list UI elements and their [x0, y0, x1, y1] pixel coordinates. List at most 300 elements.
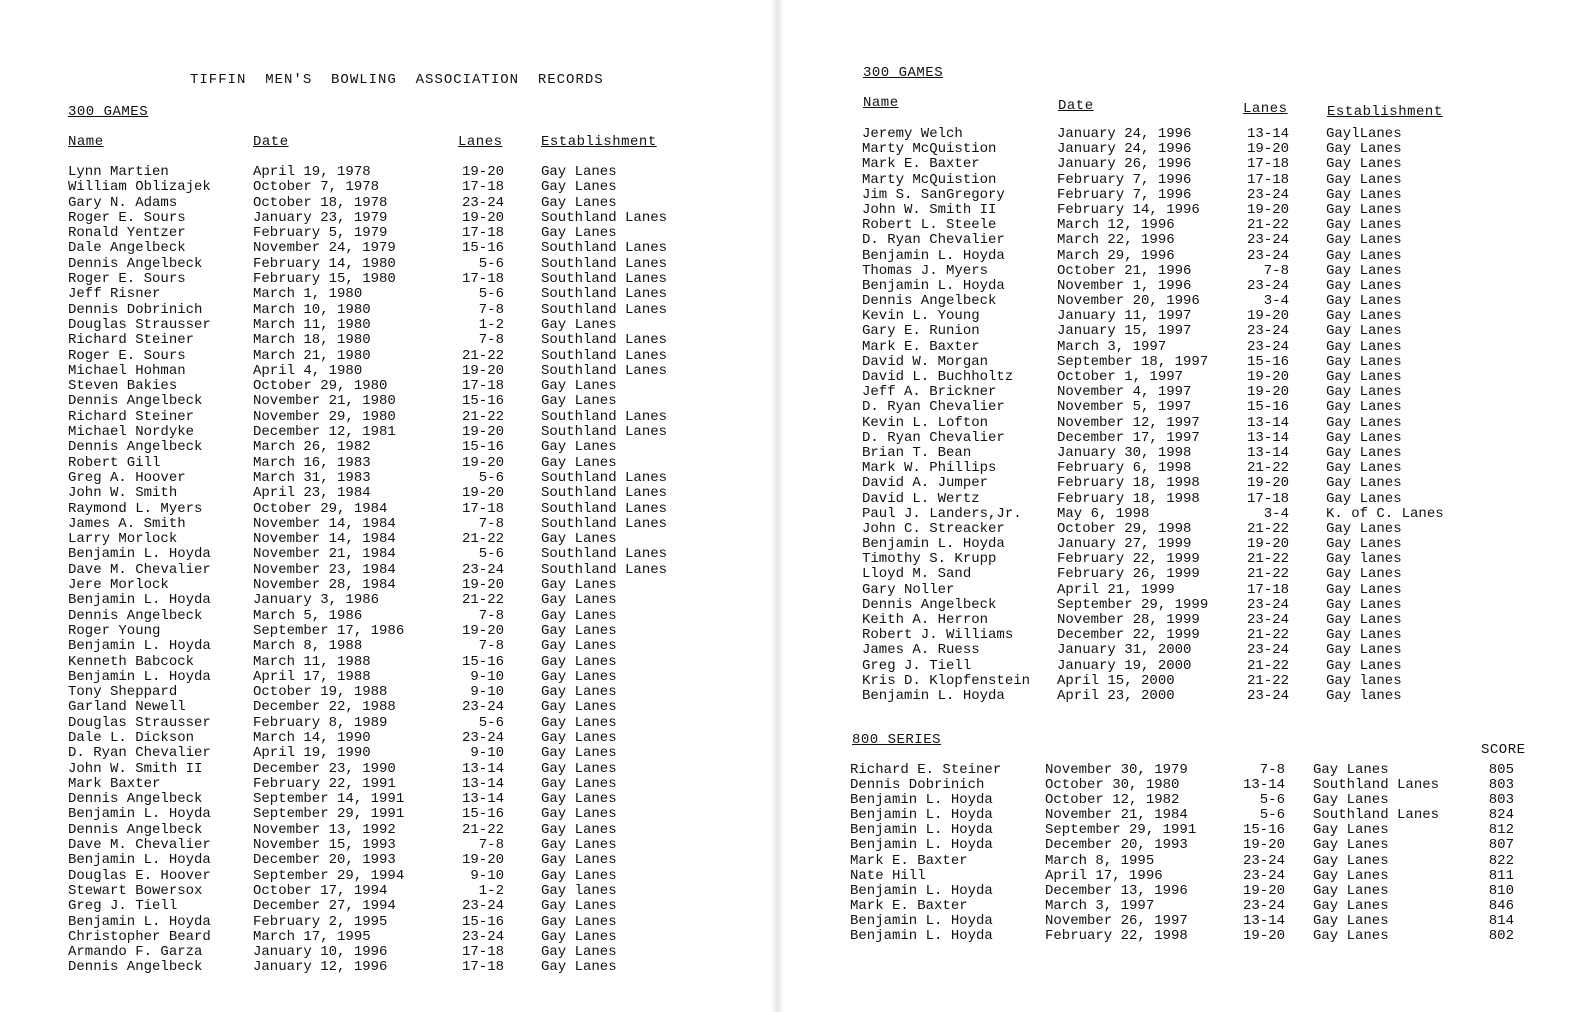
cell-lanes: 23-24	[1246, 232, 1289, 249]
cell-establishment: Gay Lanes	[541, 164, 617, 180]
cell-lanes: 13-14	[461, 775, 504, 792]
cell-lanes: 19-20	[461, 362, 504, 379]
cell-score: 805	[1488, 762, 1514, 778]
table-row	[0, 410, 770, 425]
cell-name: Dennis Angelbeck	[68, 393, 203, 410]
table-row	[0, 930, 770, 945]
cell-score: 814	[1488, 912, 1514, 929]
table-row	[0, 869, 770, 884]
cell-date: February 14, 1996	[1057, 201, 1200, 218]
cell-name: Jeff Risner	[68, 286, 161, 303]
table-row	[0, 471, 770, 486]
cell-establishment: Southland Lanes	[541, 286, 668, 303]
cell-date: September 17, 1986	[253, 622, 405, 639]
cell-lanes: 19-20	[1242, 882, 1285, 899]
table-row	[0, 425, 770, 440]
table-row	[784, 400, 1590, 415]
table-row	[0, 823, 770, 838]
table-row	[784, 884, 1590, 899]
cell-lanes: 17-18	[461, 378, 504, 395]
cell-lanes: 23-24	[1246, 338, 1289, 355]
cell-date: April 21, 1999	[1057, 581, 1175, 598]
cell-establishment: Gay Lanes	[1326, 338, 1402, 355]
cell-name: Stewart Bowersox	[68, 882, 203, 899]
cell-name: Benjamin L. Hoyda	[850, 928, 993, 945]
table-row	[0, 241, 770, 256]
cell-establishment: Gay Lanes	[1313, 897, 1389, 914]
cell-date: February 5, 1979	[253, 225, 388, 242]
cell-name: Gary Noller	[862, 581, 955, 598]
cell-establishment: Gay Lanes	[1326, 429, 1402, 446]
cell-lanes: 7-8	[478, 332, 504, 349]
cell-establishment: Gay Lanes	[1326, 627, 1402, 644]
cell-lanes: 17-18	[1246, 581, 1289, 598]
cell-establishment: Gay Lanes	[541, 959, 617, 976]
cell-name: Kris D. Klopfenstein	[862, 672, 1031, 689]
cell-establishment: Gay Lanes	[541, 653, 617, 670]
table-row	[0, 915, 770, 930]
cell-establishment: Gay Lanes	[541, 393, 617, 410]
cell-date: March 22, 1996	[1057, 232, 1175, 249]
cell-lanes: 7-8	[1263, 262, 1289, 279]
cell-name: Thomas J. Myers	[862, 262, 989, 279]
table-row	[0, 257, 770, 272]
table-row	[784, 385, 1590, 400]
table-row	[0, 318, 770, 333]
table-row	[0, 593, 770, 608]
cell-lanes: 21-22	[1246, 566, 1289, 583]
cell-lanes: 7-8	[478, 301, 504, 318]
table-row	[0, 394, 770, 409]
cell-establishment: Gay Lanes	[541, 454, 617, 471]
table-row	[0, 960, 770, 975]
cell-date: November 14, 1984	[253, 515, 396, 532]
cell-establishment: Southland Lanes	[541, 362, 668, 379]
cell-lanes: 17-18	[461, 959, 504, 976]
table-row	[784, 507, 1590, 522]
cell-date: November 13, 1992	[253, 821, 396, 838]
cell-name: Dave M. Chevalier	[68, 561, 211, 578]
table-row	[0, 532, 770, 547]
cell-name: Richard Steiner	[68, 408, 195, 425]
table-row	[0, 777, 770, 792]
cell-lanes: 23-24	[461, 194, 504, 211]
cell-date: November 14, 1984	[253, 531, 396, 548]
cell-establishment: Gay Lanes	[1313, 837, 1389, 854]
table-row	[0, 792, 770, 807]
cell-lanes: 5-6	[478, 286, 504, 303]
cell-date: February 7, 1996	[1057, 171, 1192, 188]
col-date-header-right: Date	[1058, 98, 1094, 114]
table-row	[784, 522, 1590, 537]
cell-date: February 18, 1998	[1057, 475, 1200, 492]
cell-lanes: 13-14	[1242, 912, 1285, 929]
cell-date: March 11, 1988	[253, 653, 371, 670]
cell-date: March 10, 1980	[253, 301, 371, 318]
table-row	[0, 456, 770, 471]
table-row	[784, 218, 1590, 233]
cell-name: Roger E. Sours	[68, 209, 186, 226]
cell-date: September 29, 1991	[253, 806, 405, 823]
cell-name: Douglas Strausser	[68, 316, 211, 333]
cell-establishment: Gay Lanes	[541, 378, 617, 395]
table-row	[0, 303, 770, 318]
cell-establishment: Gay Lanes	[541, 225, 617, 242]
cell-name: Mark W. Phillips	[862, 460, 997, 477]
table-row	[784, 914, 1590, 929]
cell-score: 803	[1488, 792, 1514, 809]
cell-name: John C. Streacker	[862, 520, 1005, 537]
cell-date: February 6, 1998	[1057, 460, 1192, 477]
series-table	[784, 763, 1590, 944]
cell-name: Benjamin L. Hoyda	[850, 882, 993, 899]
cell-name: Richard Steiner	[68, 332, 195, 349]
cell-lanes: 5-6	[478, 255, 504, 272]
col-establishment-header: Establishment	[541, 134, 657, 150]
cell-establishment: Gay Lanes	[1326, 217, 1402, 234]
cell-date: November 15, 1993	[253, 837, 396, 854]
cell-date: November 26, 1997	[1045, 912, 1188, 929]
cell-lanes: 1-2	[478, 882, 504, 899]
cell-name: Roger Young	[68, 622, 161, 639]
table-row	[784, 142, 1590, 157]
cell-date: November 21, 1984	[1045, 807, 1188, 824]
cell-name: Mark Baxter	[68, 775, 161, 792]
table-row	[0, 609, 770, 624]
table-row	[784, 537, 1590, 552]
cell-establishment: Southland Lanes	[541, 271, 668, 288]
cell-name: Benjamin L. Hoyda	[68, 546, 211, 563]
cell-name: Dennis Angelbeck	[68, 439, 203, 456]
cell-establishment: Gay Lanes	[541, 898, 617, 915]
cell-date: November 21, 1980	[253, 393, 396, 410]
cell-date: October 18, 1978	[253, 194, 388, 211]
cell-establishment: Gay Lanes	[541, 684, 617, 701]
cell-date: February 22, 1998	[1045, 928, 1188, 945]
cell-date: January 15, 1997	[1057, 323, 1192, 340]
cell-date: March 26, 1982	[253, 439, 371, 456]
cell-score: 803	[1488, 777, 1514, 794]
cell-lanes: 21-22	[461, 531, 504, 548]
cell-lanes: 17-18	[461, 179, 504, 196]
right-page	[784, 0, 1590, 1012]
cell-name: D. Ryan Chevalier	[68, 745, 211, 762]
cell-establishment: K. of C. Lanes	[1326, 505, 1444, 522]
cell-score: 807	[1488, 837, 1514, 854]
cell-lanes: 19-20	[1246, 536, 1289, 553]
cell-establishment: Gay Lanes	[1313, 928, 1389, 945]
cell-name: Robert Gill	[68, 454, 161, 471]
table-row	[784, 461, 1590, 476]
cell-lanes: 23-24	[461, 898, 504, 915]
cell-date: September 29, 1991	[1045, 822, 1197, 839]
cell-name: Dennis Angelbeck	[862, 293, 997, 310]
cell-lanes: 15-16	[1242, 822, 1285, 839]
cell-date: April 15, 2000	[1057, 672, 1175, 689]
cell-establishment: Gay Lanes	[541, 439, 617, 456]
games-table-left	[0, 165, 770, 976]
cell-establishment: Gay Lanes	[541, 821, 617, 838]
cell-lanes: 23-24	[461, 561, 504, 578]
cell-date: April 19, 1978	[253, 164, 371, 180]
cell-lanes: 21-22	[1246, 627, 1289, 644]
table-row	[784, 793, 1590, 808]
cell-lanes: 17-18	[1246, 156, 1289, 173]
table-row	[784, 567, 1590, 582]
table-row	[0, 502, 770, 517]
cell-date: March 5, 1986	[253, 607, 363, 624]
cell-establishment: GaylLanes	[1326, 126, 1402, 142]
cell-lanes: 13-14	[461, 791, 504, 808]
cell-name: Christopher Beard	[68, 928, 211, 945]
cell-name: Gary N. Adams	[68, 194, 178, 211]
cell-name: David W. Morgan	[862, 353, 989, 370]
table-row	[0, 716, 770, 731]
cell-establishment: Southland Lanes	[541, 347, 668, 364]
cell-date: October 19, 1988	[253, 684, 388, 701]
table-row	[784, 838, 1590, 853]
cell-establishment: Gay Lanes	[541, 928, 617, 945]
cell-date: February 8, 1989	[253, 714, 388, 731]
cell-name: Armando F. Garza	[68, 944, 203, 961]
cell-lanes: 19-20	[461, 622, 504, 639]
cell-lanes: 23-24	[461, 729, 504, 746]
cell-lanes: 17-18	[461, 225, 504, 242]
cell-establishment: Gay lanes	[1326, 551, 1402, 568]
cell-lanes: 23-24	[1246, 596, 1289, 613]
cell-establishment: Southland Lanes	[541, 500, 668, 517]
cell-date: November 20, 1996	[1057, 293, 1200, 310]
cell-establishment: Gay Lanes	[1326, 399, 1402, 416]
table-row	[0, 349, 770, 364]
cell-lanes: 23-24	[1246, 277, 1289, 294]
cell-date: January 31, 2000	[1057, 642, 1192, 659]
cell-lanes: 15-16	[1246, 353, 1289, 370]
cell-establishment: Gay Lanes	[541, 316, 617, 333]
cell-lanes: 17-18	[461, 271, 504, 288]
cell-date: March 31, 1983	[253, 469, 371, 486]
cell-establishment: Southland Lanes	[1313, 807, 1440, 824]
cell-name: Kevin L. Lofton	[862, 414, 989, 431]
cell-score: 811	[1488, 867, 1514, 884]
cell-name: Steven Bakies	[68, 378, 178, 395]
cell-name: Ronald Yentzer	[68, 225, 186, 242]
cell-date: March 29, 1996	[1057, 247, 1175, 264]
cell-name: William Oblizajek	[68, 179, 211, 196]
cell-establishment: Gay Lanes	[541, 729, 617, 746]
cell-name: Robert L. Steele	[862, 217, 997, 234]
cell-lanes: 23-24	[1246, 687, 1289, 704]
table-row	[784, 763, 1590, 778]
table-row	[784, 416, 1590, 431]
table-row	[0, 486, 770, 501]
cell-establishment: Gay Lanes	[1326, 444, 1402, 461]
table-row	[0, 379, 770, 394]
cell-establishment: Gay Lanes	[541, 179, 617, 196]
table-row	[784, 279, 1590, 294]
cell-lanes: 5-6	[478, 546, 504, 563]
cell-date: March 16, 1983	[253, 454, 371, 471]
cell-lanes: 19-20	[461, 209, 504, 226]
cell-name: David L. Wertz	[862, 490, 980, 507]
cell-name: James A. Ruess	[862, 642, 980, 659]
cell-score: 846	[1488, 897, 1514, 914]
cell-score: 812	[1488, 822, 1514, 839]
cell-establishment: Gay lanes	[541, 882, 617, 899]
cell-lanes: 7-8	[478, 837, 504, 854]
table-row	[784, 929, 1590, 944]
cell-lanes: 7-8	[478, 515, 504, 532]
cell-name: Douglas Strausser	[68, 714, 211, 731]
col-score-header: SCORE	[1481, 742, 1526, 758]
cell-name: Kenneth Babcock	[68, 653, 195, 670]
cell-date: November 30, 1979	[1045, 762, 1188, 778]
cell-date: January 24, 1996	[1057, 126, 1192, 142]
cell-establishment: Gay Lanes	[541, 760, 617, 777]
table-row	[784, 598, 1590, 613]
cell-establishment: Gay Lanes	[1326, 232, 1402, 249]
table-row	[784, 899, 1590, 914]
cell-establishment: Gay Lanes	[1313, 882, 1389, 899]
cell-name: Mark E. Baxter	[862, 156, 980, 173]
games-heading-right: 300 GAMES	[863, 65, 944, 81]
table-row	[784, 583, 1590, 598]
cell-name: Robert J. Williams	[862, 627, 1014, 644]
cell-establishment: Gay Lanes	[541, 622, 617, 639]
table-row	[0, 853, 770, 868]
table-row	[784, 294, 1590, 309]
table-row	[784, 854, 1590, 869]
cell-name: James A. Smith	[68, 515, 186, 532]
cell-date: December 20, 1993	[253, 852, 396, 869]
cell-establishment: Gay Lanes	[1326, 384, 1402, 401]
cell-lanes: 3-4	[1263, 505, 1289, 522]
cell-name: Nate Hill	[850, 867, 926, 884]
cell-date: November 12, 1997	[1057, 414, 1200, 431]
cell-lanes: 19-20	[461, 424, 504, 441]
cell-lanes: 17-18	[1246, 171, 1289, 188]
cell-lanes: 23-24	[1242, 852, 1285, 869]
cell-establishment: Gay Lanes	[541, 714, 617, 731]
cell-establishment: Gay Lanes	[541, 913, 617, 930]
cell-name: Marty McQuistion	[862, 171, 997, 188]
table-row	[784, 689, 1590, 704]
cell-name: Benjamin L. Hoyda	[68, 806, 211, 823]
cell-establishment: Gay Lanes	[541, 837, 617, 854]
table-row	[784, 446, 1590, 461]
table-row	[0, 196, 770, 211]
cell-establishment: Southland Lanes	[541, 485, 668, 502]
cell-name: Garland Newell	[68, 699, 186, 716]
cell-lanes: 21-22	[461, 347, 504, 364]
cell-lanes: 15-16	[461, 439, 504, 456]
cell-name: Dennis Dobrinich	[850, 777, 985, 794]
table-row	[0, 180, 770, 195]
table-row	[0, 333, 770, 348]
cell-name: Jeff A. Brickner	[862, 384, 997, 401]
cell-lanes: 19-20	[1242, 837, 1285, 854]
table-row	[784, 264, 1590, 279]
left-page	[0, 0, 770, 1012]
cell-date: November 28, 1984	[253, 577, 396, 594]
cell-score: 822	[1488, 852, 1514, 869]
cell-date: February 2, 1995	[253, 913, 388, 930]
table-row	[0, 838, 770, 853]
cell-lanes: 3-4	[1263, 293, 1289, 310]
table-row	[784, 476, 1590, 491]
cell-name: Richard E. Steiner	[850, 762, 1002, 778]
cell-name: Lloyd M. Sand	[862, 566, 972, 583]
cell-lanes: 9-10	[470, 668, 504, 685]
table-row	[0, 670, 770, 685]
cell-lanes: 23-24	[1246, 186, 1289, 203]
series-heading: 800 SERIES	[852, 732, 942, 748]
cell-date: December 17, 1997	[1057, 429, 1200, 446]
table-row	[0, 639, 770, 654]
cell-date: January 10, 1996	[253, 944, 388, 961]
table-row	[0, 884, 770, 899]
cell-establishment: Gay Lanes	[1313, 822, 1389, 839]
table-row	[784, 643, 1590, 658]
cell-lanes: 7-8	[1259, 762, 1285, 778]
cell-lanes: 23-24	[1246, 642, 1289, 659]
cell-establishment: Southland Lanes	[541, 332, 668, 349]
cell-lanes: 7-8	[478, 638, 504, 655]
cell-date: March 18, 1980	[253, 332, 371, 349]
cell-lanes: 15-16	[1246, 399, 1289, 416]
table-row	[0, 211, 770, 226]
cell-lanes: 19-20	[1246, 369, 1289, 385]
cell-lanes: 13-14	[1246, 126, 1289, 142]
cell-establishment: Gay Lanes	[1326, 612, 1402, 628]
cell-date: February 14, 1980	[253, 255, 396, 272]
table-row	[784, 173, 1590, 188]
cell-establishment: Gay Lanes	[1326, 171, 1402, 188]
cell-establishment: Gay Lanes	[541, 194, 617, 211]
cell-name: Benjamin L. Hoyda	[862, 536, 1005, 553]
cell-establishment: Gay Lanes	[1326, 277, 1402, 294]
cell-name: D. Ryan Chevalier	[862, 399, 1005, 416]
cell-name: Mark E. Baxter	[850, 897, 968, 914]
cell-name: Benjamin L. Hoyda	[862, 687, 1005, 704]
cell-establishment: Gay Lanes	[541, 531, 617, 548]
page-fold	[770, 0, 784, 1012]
cell-establishment: Gay Lanes	[1326, 141, 1402, 158]
cell-establishment: Southland Lanes	[541, 209, 668, 226]
table-row	[0, 731, 770, 746]
cell-name: Dennis Angelbeck	[68, 607, 203, 624]
cell-date: October 7, 1978	[253, 179, 380, 196]
col-name-header: Name	[68, 134, 104, 150]
cell-lanes: 15-16	[461, 653, 504, 670]
cell-name: David A. Jumper	[862, 475, 989, 492]
cell-lanes: 5-6	[1259, 792, 1285, 809]
cell-establishment: Southland Lanes	[1313, 777, 1440, 794]
cell-date: February 7, 1996	[1057, 186, 1192, 203]
col-date-header: Date	[253, 134, 289, 150]
cell-lanes: 23-24	[1242, 897, 1285, 914]
cell-date: November 1, 1996	[1057, 277, 1192, 294]
cell-lanes: 17-18	[1246, 490, 1289, 507]
cell-date: December 12, 1981	[253, 424, 396, 441]
cell-establishment: Gay Lanes	[541, 668, 617, 685]
cell-establishment: Gay Lanes	[1326, 262, 1402, 279]
cell-establishment: Gay Lanes	[1326, 596, 1402, 613]
cell-lanes: 19-20	[461, 485, 504, 502]
table-row	[784, 324, 1590, 339]
cell-lanes: 17-18	[461, 500, 504, 517]
cell-establishment: Gay Lanes	[1326, 323, 1402, 340]
